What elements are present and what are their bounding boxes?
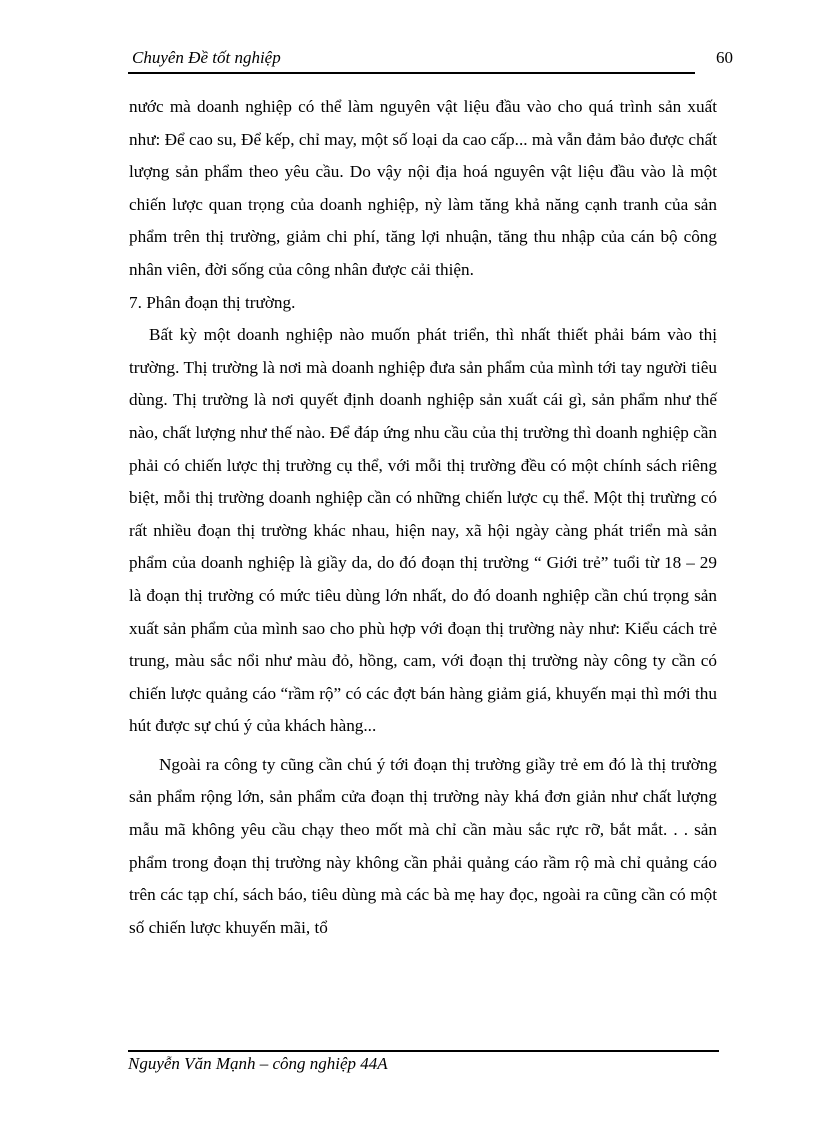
footer-divider <box>128 1050 719 1052</box>
paragraph: Ngoài ra công ty cũng cần chú ý tới đoạn thị trường giầy trẻ em đó là thị trường sản phẩm rộng lớn, sản phẩm cửa đoạn thị trường này khá đơn giản như chất lượng mẫu mã không yêu cầu chạy theo mốt mà chỉ cần màu sắc rực rỡ, bắt mắt. . . sản phẩm trong đoạn thị trường này không cần phải quảng cáo rầm rộ mà chỉ quảng cáo trên các tạp chí, sách báo, tiêu dùng mà các bà mẹ hay đọc, ngoài ra cũng cần có một số chiến lược khuyến mãi, tổ <box>129 754 717 937</box>
section-heading: 7. Phân đoạn thị trường. <box>129 292 296 312</box>
document-body <box>129 91 717 944</box>
paragraph: Bất kỳ một doanh nghiệp nào muốn phát triển, thì nhất thiết phải bám vào thị trường. Thị trường là nơi mà doanh nghiệp đưa sản phẩm của mình tới tay người tiêu dùng. Thị trường là nơi quyết định doanh nghiệp sản xuất cái gì, sản phẩm như thế nào, chất lượng như thế nào. Để đáp ứng nhu cầu của thị trường thì doanh nghiệp cần phải có chiến lược thị trường cụ thể, với mỗi thị trường đều có một chính sách riêng biệt, mỗi thị trường doanh nghiệp cần có những chiến lược cụ thể. Một thị trưừng có rất nhiều đoạn thị trường khác nhau, hiện nay, xã hội ngày càng phát triển mà sản phẩm của doanh nghiệp là giầy da, do đó đoạn thị trường “ Giới trẻ” tuổi từ 18 – 29 là đoạn thị trường có mức tiêu dùng lớn nhất, do đó doanh nghiệp cần chú trọng sản xuất sản phẩm của mình sao cho phù hợp với đoạn thị trường này như: Kiểu cách trẻ trung, màu sắc nổi như màu đỏ, hồng, cam, với đoạn thị trường này công ty cần có chiến lược quảng cáo “rầm rộ” có các đợt bán hàng giảm giá, khuyến mại thì mới thu hút được sự chú ý của khách hàng... <box>129 325 717 736</box>
footer-author: Nguyễn Văn Mạnh – công nghiệp 44A <box>128 1054 388 1073</box>
header-title: Chuyên Đề tốt nghiệp <box>132 48 281 67</box>
page-number: 60 <box>716 48 733 67</box>
paragraph: nước mà doanh nghiệp có thể làm nguyên vật liệu đầu vào cho quá trình sản xuất như: Để cao su, Để kếp, chỉ may, một số loại da cao cấp... mà vẫn đảm bảo được chất lượng sản phẩm theo yêu cầu. Do vậy nội địa hoá nguyên vật liệu đầu vào là một chiến lược quan trọng của doanh nghiệp, nỳ làm tăng khả năng cạnh tranh của sản phẩm trên thị trường, giảm chi phí, tăng lợi nhuận, tăng thu nhập của cán bộ công nhân viên, đời sống của công nhân được cải thiện. <box>129 97 717 279</box>
header-divider <box>128 72 695 74</box>
